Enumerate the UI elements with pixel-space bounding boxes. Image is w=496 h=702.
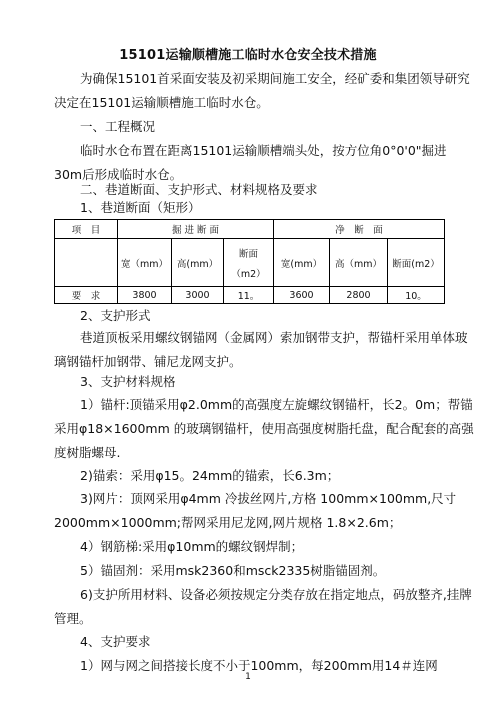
- header-item-cell: 项 目: [55, 220, 118, 239]
- document-title: 15101运输顺槽施工临时水仓安全技术措施: [119, 48, 377, 63]
- material-item-1: 1）锚杆:顶锚采用φ2.0mm的高强度左旋螺纹钢锚杆，长2。0m；帮锚采用φ18×1600mm 的玻璃钢锚杆，使用高强度树脂托盘，配合配套的高强度树脂螺母.: [54, 397, 474, 460]
- intro-paragraph: 为确保15101首采面安装及初采期间施工安全，经矿委和集团领导研究决定在15101运输顺槽施工临时水仓。: [54, 71, 470, 110]
- subheader-dig-area-line2: （m2）: [231, 268, 266, 280]
- subheader-dig-width: 宽（mm）: [118, 239, 172, 287]
- net-width-value: 3600: [274, 287, 330, 304]
- subheader-dig-height: 高(mm）: [172, 239, 224, 287]
- subheader-empty-cell: [55, 239, 118, 287]
- subheader-net-height: 高（mm）: [330, 239, 388, 287]
- section-table: [54, 219, 445, 304]
- section-2-2-heading: 2、支护形式: [80, 308, 151, 323]
- header-dig-section: 掘 进 断 面: [118, 220, 274, 239]
- subheader-dig-area: [224, 239, 274, 287]
- row-label-cell: 要 求: [55, 287, 118, 304]
- material-item-6: 6)支护所用材料、设备必须按规定分类存放在指定地点，码放整齐,挂牌管理。: [54, 587, 472, 626]
- header-net-section: 净 断 面: [274, 220, 445, 239]
- subheader-dig-area-line1: 断面: [239, 248, 259, 260]
- section-2-2-text: 巷道顶板采用螺纹钢锚网（金属网）索加钢带支护，帮锚杆采用单体玻璃钢锚杆加钢带、铺尼龙网支护。: [54, 330, 468, 369]
- material-item-3: 3)网片：顶网采用φ4mm 冷拔丝网片,方格 100mm×100mm,尺寸2000mm×1000mm;帮网采用尼龙网,网片规格 1.8×2.6m；: [54, 491, 457, 530]
- subheader-net-area: 断面(m2）: [388, 239, 445, 287]
- material-item-4: 4）钢筋梯:采用φ10mm的螺纹钢焊制；: [80, 539, 304, 554]
- section-1-text: 临时水仓布置在距离15101运输顺槽端头处，按方位角0°0'0"掘进30m后形成临时水仓。: [54, 143, 447, 182]
- page-number: 1: [245, 672, 251, 682]
- section-1-heading: 一、工程概况: [80, 119, 156, 134]
- dig-width-value: 3800: [118, 287, 172, 304]
- section-2-1-heading: 1、巷道断面（矩形）: [80, 200, 201, 215]
- net-height-value: 2800: [330, 287, 388, 304]
- section-2-heading: 二、巷道断面、支护形式、材料规格及要求: [80, 182, 318, 197]
- section-2-3-heading: 3、支护材料规格: [80, 374, 176, 389]
- subheader-net-width: 宽(mm）: [274, 239, 330, 287]
- dig-area-value: 11。: [224, 287, 274, 304]
- material-item-2: 2)锚索：采用φ15。24mm的锚索，长6.3m；: [80, 468, 340, 483]
- section-2-4-heading: 4、支护要求: [80, 634, 151, 649]
- requirement-item-1: 1）网与网之间搭接长度不小于100mm，每200mm用14＃连网: [80, 658, 438, 673]
- net-area-value: 10。: [388, 287, 445, 304]
- material-item-5: 5）锚固剂：采用msk2360和msck2335树脂锚固剂。: [80, 563, 386, 578]
- dig-height-value: 3000: [172, 287, 224, 304]
